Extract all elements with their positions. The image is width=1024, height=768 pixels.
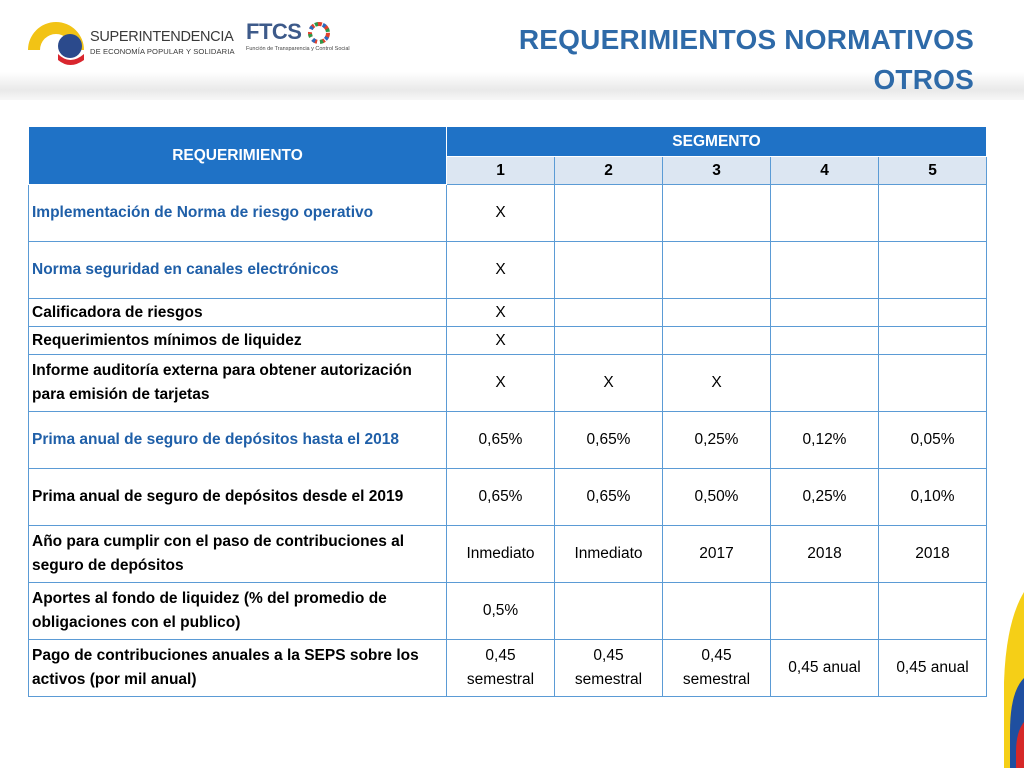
segment-value-cell: 0,05% <box>879 412 987 469</box>
requirement-cell: Informe auditoría externa para obtener autorización para emisión de tarjetas <box>29 355 447 412</box>
segment-value-cell: 0,65% <box>555 469 663 526</box>
table-row <box>29 583 987 640</box>
seps-logo <box>26 20 235 66</box>
segment-value-cell: 0,25% <box>663 412 771 469</box>
requirement-cell: Aportes al fondo de liquidez (% del promedio de obligaciones con el publico) <box>29 583 447 640</box>
segment-number-header: 5 <box>879 157 987 185</box>
segment-value-cell <box>555 185 663 242</box>
segment-value-cell: X <box>447 185 555 242</box>
segment-value-cell: 0,12% <box>771 412 879 469</box>
segment-value-cell <box>555 299 663 327</box>
ftcs-logo-subtitle: Función de Transparencia y Control Social <box>246 46 350 52</box>
segment-value-cell <box>663 242 771 299</box>
segment-value-cell: 2017 <box>663 526 771 583</box>
requirement-cell: Prima anual de seguro de depósitos hasta el 2018 <box>29 412 447 469</box>
ftcs-logo <box>246 19 350 59</box>
segment-value-cell: X <box>447 299 555 327</box>
segment-value-cell: 2018 <box>771 526 879 583</box>
segment-value-cell <box>771 299 879 327</box>
segment-value-cell: X <box>663 355 771 412</box>
requirement-cell: Implementación de Norma de riesgo operativo <box>29 185 447 242</box>
segment-value-cell <box>555 583 663 640</box>
ftcs-logo-word: FTCS <box>246 19 302 44</box>
page-title-line1: REQUERIMIENTOS NORMATIVOS <box>518 24 974 55</box>
segment-number-header: 4 <box>771 157 879 185</box>
ecuador-flag-decoration <box>1000 592 1024 768</box>
segment-value-cell: 0,45 anual <box>879 640 987 697</box>
segment-value-cell: X <box>447 355 555 412</box>
segment-value-cell <box>555 242 663 299</box>
column-header-segment: SEGMENTO <box>447 127 987 157</box>
segment-value-cell: X <box>555 355 663 412</box>
segment-value-cell <box>663 185 771 242</box>
segment-value-cell: 0,65% <box>447 469 555 526</box>
segment-value-cell <box>879 299 987 327</box>
table-row <box>29 242 987 299</box>
table-row <box>29 640 987 697</box>
segment-value-cell <box>879 185 987 242</box>
table-row <box>29 526 987 583</box>
segment-value-cell <box>663 583 771 640</box>
segment-number-header: 1 <box>447 157 555 185</box>
segment-value-cell <box>879 583 987 640</box>
requirement-cell: Pago de contribuciones anuales a la SEPS sobre los activos (por mil anual) <box>29 640 447 697</box>
page-title-line2: OTROS <box>873 64 974 95</box>
segment-value-cell <box>771 583 879 640</box>
segment-value-cell <box>771 355 879 412</box>
segment-value-cell: Inmediato <box>447 526 555 583</box>
segment-value-cell <box>555 327 663 355</box>
segment-number-header: 3 <box>663 157 771 185</box>
segment-value-cell: 0,5% <box>447 583 555 640</box>
table-row <box>29 355 987 412</box>
segment-number-header: 2 <box>555 157 663 185</box>
seps-emblem-icon <box>26 20 88 66</box>
requirement-cell: Requerimientos mínimos de liquidez <box>29 327 447 355</box>
segment-value-cell <box>771 185 879 242</box>
segment-value-cell <box>771 242 879 299</box>
segment-value-cell: 0,45 semestral <box>555 640 663 697</box>
segment-value-cell: 0,25% <box>771 469 879 526</box>
segment-value-cell: 0,65% <box>555 412 663 469</box>
segment-value-cell: 0,45 anual <box>771 640 879 697</box>
requirement-cell: Calificadora de riesgos <box>29 299 447 327</box>
segment-value-cell: Inmediato <box>555 526 663 583</box>
table-row <box>29 299 987 327</box>
table-row <box>29 469 987 526</box>
table-row <box>29 412 987 469</box>
segment-value-cell <box>771 327 879 355</box>
segment-value-cell: X <box>447 242 555 299</box>
table-row <box>29 327 987 355</box>
seps-logo-line1: SUPERINTENDENCIA <box>90 29 234 45</box>
seps-logo-line2: DE ECONOMÍA POPULAR Y SOLIDARIA <box>90 47 235 56</box>
requirements-table-body <box>29 185 987 697</box>
segment-value-cell: 0,45 semestral <box>447 640 555 697</box>
requirement-cell: Norma seguridad en canales electrónicos <box>29 242 447 299</box>
segment-value-cell: 0,45 semestral <box>663 640 771 697</box>
segment-value-cell: 0,50% <box>663 469 771 526</box>
table-row <box>29 185 987 242</box>
segment-value-cell: 2018 <box>879 526 987 583</box>
segment-value-cell <box>879 242 987 299</box>
requirement-cell: Prima anual de seguro de depósitos desde el 2019 <box>29 469 447 526</box>
column-header-requirement: REQUERIMIENTO <box>29 127 447 185</box>
segment-value-cell: 0,65% <box>447 412 555 469</box>
segment-value-cell <box>663 327 771 355</box>
segment-value-cell <box>879 327 987 355</box>
segment-value-cell: 0,10% <box>879 469 987 526</box>
segment-value-cell <box>663 299 771 327</box>
segment-value-cell: X <box>447 327 555 355</box>
page-title <box>454 20 974 100</box>
segment-value-cell <box>879 355 987 412</box>
requirement-cell: Año para cumplir con el paso de contribuciones al seguro de depósitos <box>29 526 447 583</box>
requirements-table <box>28 126 987 697</box>
ftcs-wheel-icon <box>308 22 330 44</box>
